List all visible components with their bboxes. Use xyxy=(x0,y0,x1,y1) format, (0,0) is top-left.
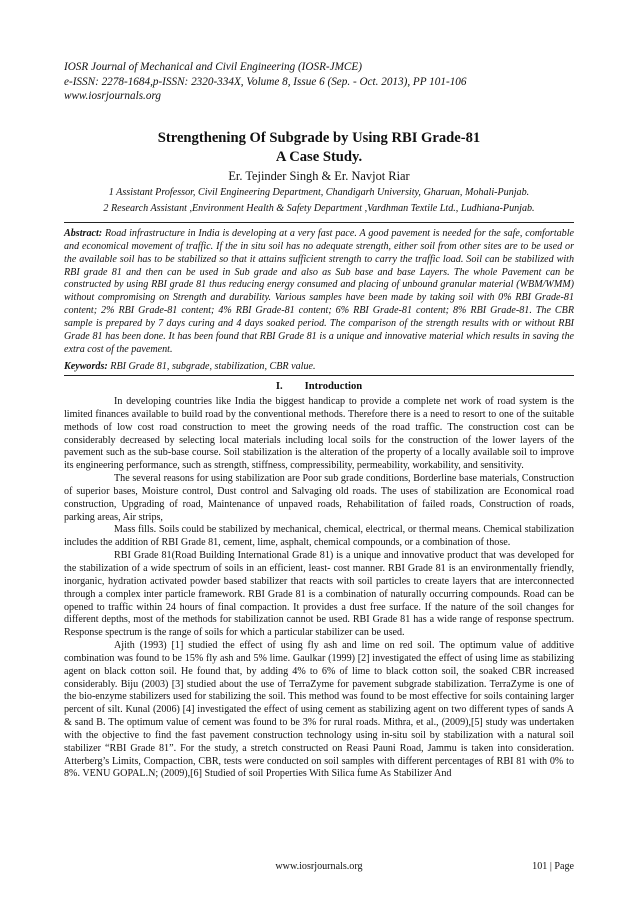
divider-bottom xyxy=(64,375,574,376)
paragraph-3: Mass fills. Soils could be stabilized by mechanical, chemical, electrical, or thermal means. Chemical stabilization includes the addition of RBI Grade 81, cement, lime, asphalt, chemical compounds, or a combination of those. xyxy=(64,524,574,549)
keywords xyxy=(64,361,574,372)
journal-url: www.iosrjournals.org xyxy=(64,90,161,102)
abstract-text: Road infrastructure in India is developing at a very fast pace. A good pavement is needed for the safe, comfortable and economical movement of traffic. If the in situ soil has no adequate strength, either soil from other sites are to be used or the available soil has to be stabilized so that it attains sufficient strength to carry the traffic load. Soil can be stabilized with RBI grade 81 and then can be used in Sub grade and also as Sub base and base Layers. The whole Pavement can be constructed by using RBI grade 81 thus reducing energy consumed and placing of unbound granular material (WBM/WMM) without compromising on Strength and durability. Various samples have been made by taking soil with 0% RBI Grade-81 content; 2% RBI Grade-81 content; 4% RBI Grade-81 content; 6% RBI Grade-81 content; 8% RBI Grade-81. The CBR sample is prepared by 7 days curing and 4 days soaked period. The comparison of the strength results with or without RBI Grade 81 has been done. It has been found that RBI Grade 81 is a unique and innovative material which results in saving the extra cost of the pavement. xyxy=(64,228,575,355)
section-number: I. xyxy=(275,381,283,392)
paragraph-2: The several reasons for using stabilization are Poor sub grade conditions, Borderline base materials, Construction of superior bases, Moisture control, Dust control and Salvaging old roads. The uses of stabilization are Economical road construction, Upgrading of road, Maintenance of unpaved roads, Rehabilitation of failed roads, Construction of roads, parking areas, Air strips, xyxy=(64,473,574,523)
page-number: 101 | Page xyxy=(532,861,574,872)
abstract xyxy=(64,228,574,356)
journal-issn: e-ISSN: 2278-1684,p-ISSN: 2320-334X, Volume 8, Issue 6 (Sep. - Oct. 2013), PP 101-106 xyxy=(64,75,467,88)
paragraph-1: In developing countries like India the biggest handicap to provide a complete net work of road system is the limited finances available to build road by the conventional methods. Therefore there is a need to resort to one of the suitable methods of low cost road construction to meet the growing needs of the road traffic. The construction cost can be considerably decreased by selecting local materials including local soils for the construction of the lower layers of the pavement such as the sub-base course. Soil stabilization is the alteration of the property of a locally available soil to improve its engineering performance, such as strength, stiffness, compressibility, permeability, workability, and sensitivity. xyxy=(64,396,574,472)
title-line-2: A Case Study. xyxy=(275,149,363,165)
section-title: Introduction xyxy=(304,381,363,392)
abstract-label: Abstract: xyxy=(64,228,103,239)
journal-header xyxy=(64,60,584,104)
keywords-text: RBI Grade 81, subgrade, stabilization, CBR value. xyxy=(107,361,316,372)
affiliation-1: 1 Assistant Professor, Civil Engineering Department, Chandigarh University, Gharuan, Mohali-Punjab. xyxy=(108,187,530,198)
divider-top xyxy=(64,222,574,223)
page-footer xyxy=(64,861,574,875)
authors: Er. Tejinder Singh & Er. Navjot Riar xyxy=(228,169,410,183)
paragraph-4: RBI Grade 81(Road Building International Grade 81) is a unique and innovative product that was developed for the stabilization of a wide spectrum of soils in an efficient, least- cost manner. RBI Grade 81 is an environmentally friendly, inorganic, hydration activated powder based stabilizer that reacts with soil particles to create layers that are interconnected through a complex inter particle framework. RBI Grade 81 is a combination of naturally occurring compounds. Road can be opened to traffic within 24 hours of final compaction. It provides a dust free surface. If the nature of the soil changes for different depths, most of the methods for stabilization cannot be used. RBI Grade 81 has a wide range of response spectrum. Response spectrum is the range of soils for which a particular stabilizer can be used. xyxy=(64,550,574,639)
paper-title xyxy=(64,129,574,167)
title-line-1: Strengthening Of Subgrade by Using RBI Grade-81 xyxy=(157,130,481,146)
journal-name: IOSR Journal of Mechanical and Civil Engineering (IOSR-JMCE) xyxy=(64,61,362,73)
section-heading xyxy=(64,381,574,392)
keywords-label: Keywords: xyxy=(64,361,108,372)
paragraph-5: Ajith (1993) [1] studied the effect of using fly ash and lime on red soil. The optimum value of additive combination was found to be 15% fly ash and 5% lime. Gaulkar (1999) [2] investigated the effect of using lime as stabilizing agent on black cotton soil. He found that, by adding 4% to 6% of lime to black cotton soil, the soaked CBR increased considerably. Biju (2003) [3] studied about the use of TerraZyme for pavement subgrade stabilization. TerraZyme is one of the bio-enzyme stabilizers used for stabilizing the soil. This method was found to be most effective for soils containing larger percent of silt. Kunal (2006) [4] investigated the effect of using cement as stabilizing agent on two different types of sands A & sand B. The optimum value of cement was found to be 3% for rural roads. Mithra, et al., (2009),[5] study was undertaken with the objective to find the fast pavement construction technology using in-situ soil by stabilization with a natural soil stabilizer “RBI Grade 81”. For the study, a stretch constructed on Reasi Pauni Road, Jammu is taken into consideration. Atterberg’s Limits, Compaction, CBR, tests were conducted on soil samples with different percentages of RBI 81 with 0% to 8%. VENU GOPAL.N; (2009),[6] Studied of soil Properties With Silica fume As Stabilizer And xyxy=(64,640,574,780)
footer-url: www.iosrjournals.org xyxy=(275,861,363,872)
affiliation-2: 2 Research Assistant ,Environment Health & Safety Department ,Vardhman Textile Ltd., Ludhiana-Punjab. xyxy=(103,203,535,214)
body-text xyxy=(64,396,574,781)
